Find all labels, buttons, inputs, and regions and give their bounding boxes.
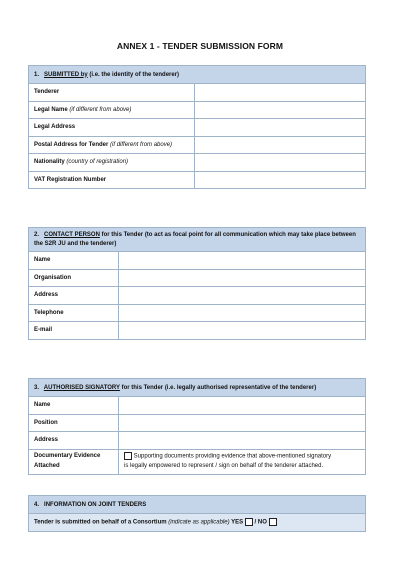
vat-number-field[interactable] [195, 171, 366, 189]
tenderer-field[interactable] [195, 84, 366, 102]
consortium-row [29, 514, 366, 532]
row-label-email: E-mail [29, 322, 119, 340]
row-label-tenderer: Tenderer [29, 84, 195, 102]
form-title: ANNEX 1 - TENDER SUBMISSION FORM [116, 41, 284, 51]
section2-number: 2. [34, 232, 40, 238]
row-label-signatory-name: Name [29, 397, 119, 415]
no-checkbox[interactable] [269, 518, 277, 526]
section1-header [29, 66, 366, 84]
section4-title: INFORMATION ON JOINT TENDERS [44, 501, 147, 508]
no-label: / NO [254, 519, 267, 526]
section3-title-rest: for this Tender (i.e. legally authorised representative of the tenderer) [119, 384, 317, 391]
row-label-contact-address: Address [29, 287, 119, 305]
yes-checkbox[interactable] [245, 518, 253, 526]
nationality-field[interactable] [195, 154, 366, 172]
section2-title-rest: for this Tender (to act as focal point for all communication which may take place between the S2R JU and the tenderer) [34, 232, 356, 247]
consortium-note: (indicate as applicable) [168, 519, 230, 526]
row-label-legal-address: Legal Address [29, 119, 195, 137]
organisation-field[interactable] [119, 269, 366, 287]
row-label-organisation: Organisation [29, 269, 119, 287]
row-label-contact-name: Name [29, 252, 119, 270]
section1-number: 1. [34, 71, 40, 78]
contact-name-field[interactable] [119, 252, 366, 270]
section2-header [29, 228, 366, 252]
documentary-evidence-cell [119, 449, 366, 474]
section-contact-person [28, 227, 366, 340]
row-label-telephone: Telephone [29, 304, 119, 322]
section-authorised-signatory [28, 378, 366, 475]
consortium-text: Tender is submitted on behalf of a Consortium [34, 519, 167, 526]
row-label-position: Position [29, 414, 119, 432]
row-label-legal-name: Legal Name (if different from above) [29, 101, 195, 119]
documentary-evidence-text-2: is legally empowered to represent / sign on behalf of the tenderer attached. [124, 462, 324, 469]
legal-address-field[interactable] [195, 119, 366, 137]
row-label-postal-address: Postal Address for Tender (if different from above) [29, 136, 195, 154]
contact-address-field[interactable] [119, 287, 366, 305]
legal-name-field[interactable] [195, 101, 366, 119]
documentary-evidence-checkbox[interactable] [124, 452, 132, 460]
signatory-name-field[interactable] [119, 397, 366, 415]
section1-title-rest: (i.e. the identity of the tenderer) [87, 71, 180, 78]
yes-label: YES [231, 519, 244, 526]
row-label-signatory-address: Address [29, 432, 119, 450]
postal-address-field[interactable] [195, 136, 366, 154]
position-field[interactable] [119, 414, 366, 432]
section-joint-tenders [28, 495, 366, 532]
section4-number: 4. [34, 501, 40, 508]
row-label-vat: VAT Registration Number [29, 171, 195, 189]
section4-header [29, 496, 366, 514]
signatory-address-field[interactable] [119, 432, 366, 450]
documentary-evidence-text-1: Supporting documents providing evidence that above-mentioned signatory [133, 453, 332, 460]
section2-title: CONTACT PERSON [44, 232, 100, 238]
section3-title: AUTHORISED SIGNATORY [43, 384, 120, 391]
row-label-nationality: Nationality (country of registration) [29, 154, 195, 172]
telephone-field[interactable] [119, 304, 366, 322]
section-submitted-by [28, 65, 366, 189]
row-label-documentary-evidence: Documentary Evidence Attached [29, 449, 119, 474]
section3-header [29, 379, 366, 397]
email-field[interactable] [119, 322, 366, 340]
section3-number: 3. [34, 384, 40, 391]
section1-title: SUBMITTED by [44, 71, 88, 78]
